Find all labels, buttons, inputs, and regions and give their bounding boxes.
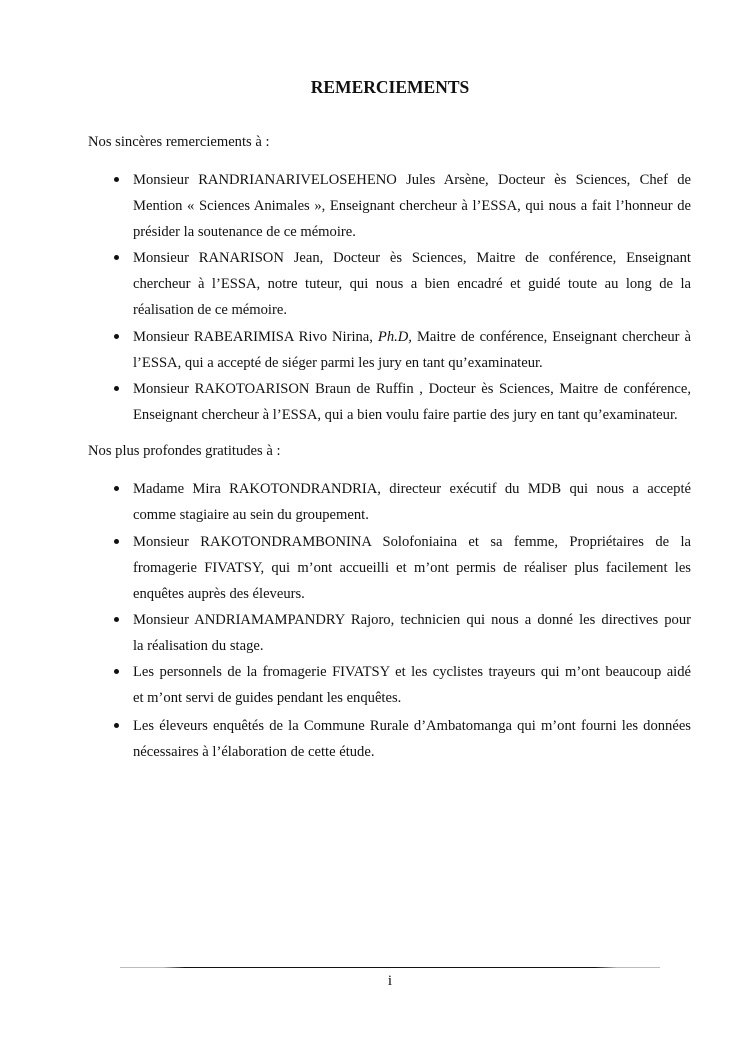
list-item-line: Les éleveurs enquêtés de la Commune Rurale d’Ambatomanga qui m’ont fourni les données xyxy=(133,718,691,734)
list-item-line: Mention « Sciences Animales », Enseignant chercheur à l’ESSA, qui nous a fait l’honneur de xyxy=(133,198,691,214)
list-item-line: réalisation de ce mémoire. xyxy=(133,302,287,318)
list-item-line: l’ESSA, qui a accepté de siéger parmi les jury en tant qu’examinateur. xyxy=(133,355,543,371)
bullet-icon xyxy=(113,333,121,341)
bullet-icon xyxy=(113,722,121,730)
list-item-line: Monsieur RABEARIMISA Rivo Nirina, Ph.D, Maitre de conférence, Enseignant chercheur à xyxy=(133,329,691,345)
list-item-line: Monsieur ANDRIAMAMPANDRY Rajoro, technicien qui nous a donné les directives pour xyxy=(133,612,691,628)
list-item-line: Monsieur RAKOTONDRAMBONINA Solofoniaina et sa femme, Propriétaires de la xyxy=(133,534,691,550)
bullet-icon xyxy=(113,616,121,624)
list-item-line: et m’ont servi de guides pendant les enquêtes. xyxy=(133,690,402,706)
bullet-icon xyxy=(113,668,121,676)
list-item-line: Monsieur RANDRIANARIVELOSEHENO Jules Arsène, Docteur ès Sciences, Chef de xyxy=(133,172,691,188)
footer-divider xyxy=(120,967,660,968)
list-item-line: Madame Mira RAKOTONDRANDRIA, directeur exécutif du MDB qui nous a accepté xyxy=(133,481,691,497)
bullet-icon xyxy=(113,176,121,184)
list-item-line: nécessaires à l’élaboration de cette étude. xyxy=(133,744,375,760)
page-title: REMERCIEMENTS xyxy=(310,77,470,97)
list-item-line: comme stagiaire au sein du groupement. xyxy=(133,507,369,523)
bullet-icon xyxy=(113,485,121,493)
bullet-icon xyxy=(113,538,121,546)
intro-gratitude: Nos plus profondes gratitudes à : xyxy=(88,443,281,459)
list-item-line: chercheur à l’ESSA, notre tuteur, qui nous a bien encadré et guidé toute au long de la xyxy=(133,276,691,292)
list-item-line: Les personnels de la fromagerie FIVATSY et les cyclistes trayeurs qui m’ont beaucoup aidé xyxy=(133,664,691,680)
list-item-line: Enseignant chercheur à l’ESSA, qui a bien voulu faire partie des jury en tant qu’examinateur. xyxy=(133,407,678,423)
list-item-line: la réalisation du stage. xyxy=(133,638,264,654)
list-item-line: Monsieur RANARISON Jean, Docteur ès Sciences, Maitre de conférence, Enseignant xyxy=(133,250,691,266)
list-item-line: présider la soutenance de ce mémoire. xyxy=(133,224,356,240)
list-item-line: Monsieur RAKOTOARISON Braun de Ruffin , Docteur ès Sciences, Maitre de conférence, xyxy=(133,381,691,397)
bullet-icon xyxy=(113,254,121,262)
intro-thanks: Nos sincères remerciements à : xyxy=(88,134,270,150)
list-item-line: enquêtes auprès des éleveurs. xyxy=(133,586,305,602)
bullet-icon xyxy=(113,385,121,393)
page-number: i xyxy=(387,973,393,989)
list-item-line: fromagerie FIVATSY, qui m’ont accueilli et m’ont permis de réaliser plus facilement les xyxy=(133,560,691,576)
